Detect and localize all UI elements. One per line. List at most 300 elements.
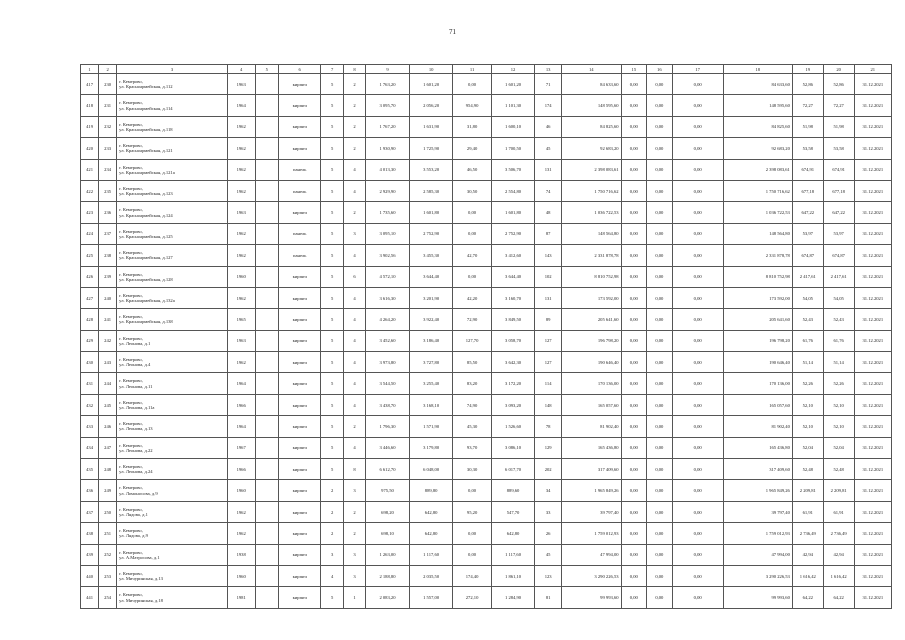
- cell-a3: 42,20: [453, 287, 491, 308]
- cell-a2: 1 571,90: [409, 416, 453, 437]
- cell-floors: 4: [321, 565, 343, 586]
- cell-floors: 5: [321, 416, 343, 437]
- cell-n: 429: [81, 330, 99, 351]
- cell-floors: 5: [321, 587, 343, 608]
- cell-s2: 0,00: [621, 416, 647, 437]
- address-cell: [117, 330, 228, 351]
- cell-u1: 674,91: [792, 159, 823, 180]
- cell-year: 1967: [227, 437, 255, 458]
- table-row: [81, 587, 892, 608]
- cell-s2: 0,00: [621, 523, 647, 544]
- cell-people: 46: [535, 116, 562, 137]
- cell-entr: 8: [343, 459, 365, 480]
- cell-s5: 99 993,60: [723, 587, 792, 608]
- address-city: г. Кемерово,: [119, 378, 143, 384]
- cell-year: 1962: [227, 138, 255, 159]
- cell-u1: 52,04: [792, 437, 823, 458]
- cell-a1: 3 438,70: [366, 394, 410, 415]
- column-header: 10: [409, 65, 453, 74]
- cell-s3: 0,00: [647, 352, 673, 373]
- address-street: ул. Красноармейская, д.125: [119, 233, 173, 239]
- cell-s1: 92 683,20: [561, 138, 621, 159]
- cell-date: 31.12.2021: [854, 352, 891, 373]
- cell-n: 437: [81, 501, 99, 522]
- cell-u2: 52,43: [823, 309, 854, 330]
- column-header: 6: [278, 65, 321, 74]
- address-city: г. Кемерово,: [119, 314, 143, 320]
- table-row: [81, 501, 892, 522]
- cell-u1: 2 417,61: [792, 266, 823, 287]
- cell-id: 249: [99, 480, 117, 501]
- cell-u2: 2 417,61: [823, 266, 854, 287]
- cell-u1: 52,10: [792, 394, 823, 415]
- cell-people: 33: [535, 501, 562, 522]
- cell-date: 31.12.2021: [854, 330, 891, 351]
- address-city: г. Кемерово,: [119, 250, 143, 256]
- address-cell: [117, 245, 228, 266]
- cell-u1: 52,10: [792, 416, 823, 437]
- cell-entr: 2: [343, 416, 365, 437]
- cell-year: 1962: [227, 501, 255, 522]
- address-city: г. Кемерово,: [119, 485, 143, 491]
- cell-people: 45: [535, 544, 562, 565]
- cell-n: 434: [81, 437, 99, 458]
- address-city: г. Кемерово,: [119, 292, 143, 298]
- column-header: 3: [117, 65, 228, 74]
- cell-date: 31.12.2021: [854, 373, 891, 394]
- cell-s4: 0,00: [672, 373, 723, 394]
- cell-n: 426: [81, 266, 99, 287]
- cell-u1: 53,58: [792, 138, 823, 159]
- address-street: ул. Красноармейская, д.138: [119, 319, 173, 325]
- cell-a4: 547,70: [491, 501, 535, 522]
- cell-s3: 0,00: [647, 373, 673, 394]
- cell-a3: 45,30: [453, 416, 491, 437]
- table-row: [81, 287, 892, 308]
- cell-a2: 3 179,80: [409, 437, 453, 458]
- cell-s3: 0,00: [647, 245, 673, 266]
- cell-s3: 0,00: [647, 287, 673, 308]
- cell-id: 247: [99, 437, 117, 458]
- cell-s4: 0,00: [672, 480, 723, 501]
- table-row: [81, 373, 892, 394]
- cell-floors: 5: [321, 437, 343, 458]
- cell-people: 114: [535, 373, 562, 394]
- cell-entr: 3: [343, 565, 365, 586]
- cell-floors: 5: [321, 459, 343, 480]
- cell-u1: 42,94: [792, 544, 823, 565]
- address-street: ул. Красноармейская, д.132а: [119, 298, 175, 304]
- address-cell: [117, 159, 228, 180]
- address-cell: [117, 202, 228, 223]
- address-cell: [117, 416, 228, 437]
- cell-c5: [255, 202, 278, 223]
- address-city: г. Кемерово,: [119, 570, 143, 576]
- cell-entr: 2: [343, 74, 365, 95]
- cell-a3: 72,90: [453, 309, 491, 330]
- cell-a2: 1 557,00: [409, 587, 453, 608]
- address-cell: [117, 180, 228, 201]
- cell-a4: 889,60: [491, 480, 535, 501]
- cell-entr: 4: [343, 437, 365, 458]
- cell-people: 89: [535, 309, 562, 330]
- cell-u2: 53,58: [823, 138, 854, 159]
- cell-a1: 1 735,60: [366, 202, 410, 223]
- cell-a2: 1 631,90: [409, 116, 453, 137]
- cell-a2: 642,80: [409, 501, 453, 522]
- cell-a4: 1 600,10: [491, 116, 535, 137]
- cell-entr: 2: [343, 138, 365, 159]
- table-row: [81, 74, 892, 95]
- cell-floors: 5: [321, 309, 343, 330]
- cell-c5: [255, 437, 278, 458]
- cell-s3: 0,00: [647, 459, 673, 480]
- cell-s2: 0,00: [621, 330, 647, 351]
- cell-a1: 1 796,30: [366, 416, 410, 437]
- cell-a1: 3 095,70: [366, 95, 410, 116]
- cell-s2: 0,00: [621, 352, 647, 373]
- address-city: г. Кемерово,: [119, 528, 143, 534]
- cell-floors: 5: [321, 373, 343, 394]
- cell-people: 127: [535, 330, 562, 351]
- cell-u2: 53,97: [823, 223, 854, 244]
- cell-entr: 2: [343, 501, 365, 522]
- address-street: ул. Красноармейская, д.114: [119, 105, 173, 111]
- column-header: 16: [647, 65, 673, 74]
- cell-a3: 31,80: [453, 116, 491, 137]
- cell-a3: 83,20: [453, 373, 491, 394]
- cell-year: 1960: [227, 480, 255, 501]
- cell-c5: [255, 523, 278, 544]
- cell-id: 239: [99, 266, 117, 287]
- cell-s3: 0,00: [647, 587, 673, 608]
- cell-s4: 0,00: [672, 245, 723, 266]
- cell-year: 1964: [227, 95, 255, 116]
- cell-s4: 0,00: [672, 138, 723, 159]
- cell-id: 251: [99, 523, 117, 544]
- cell-mat: панель: [278, 180, 321, 201]
- cell-u1: 52,43: [792, 309, 823, 330]
- cell-date: 31.12.2021: [854, 223, 891, 244]
- cell-n: 421: [81, 159, 99, 180]
- cell-a2: 2 752,90: [409, 223, 453, 244]
- cell-u1: 677,18: [792, 180, 823, 201]
- cell-u1: 61,76: [792, 330, 823, 351]
- address-cell: [117, 437, 228, 458]
- cell-people: 48: [535, 202, 562, 223]
- cell-a3: 46,50: [453, 159, 491, 180]
- cell-s1: 47 994,00: [561, 544, 621, 565]
- cell-floors: 5: [321, 223, 343, 244]
- cell-s1: 148 564,80: [561, 223, 621, 244]
- cell-s3: 0,00: [647, 180, 673, 201]
- cell-a4: 1 284,90: [491, 587, 535, 608]
- cell-id: 244: [99, 373, 117, 394]
- cell-id: 241: [99, 309, 117, 330]
- cell-a4: 1 601,20: [491, 74, 535, 95]
- address-street: ул. Мичуринская, д.13: [119, 576, 163, 582]
- cell-date: 31.12.2021: [854, 95, 891, 116]
- cell-u2: 52,86: [823, 74, 854, 95]
- cell-a2: 642,80: [409, 523, 453, 544]
- cell-s1: 1 036 722,53: [561, 202, 621, 223]
- column-header: 11: [453, 65, 491, 74]
- cell-a4: 6 017,70: [491, 459, 535, 480]
- cell-a4: 1 861,10: [491, 565, 535, 586]
- cell-u2: 52,26: [823, 373, 854, 394]
- cell-people: 129: [535, 437, 562, 458]
- address-street: ул. Красноармейская, д.118: [119, 126, 173, 132]
- cell-n: 430: [81, 352, 99, 373]
- cell-year: 1962: [227, 352, 255, 373]
- address-street: ул. Леонова, д.11а: [119, 405, 155, 411]
- cell-a4: 2 554,80: [491, 180, 535, 201]
- cell-a2: 2 585,30: [409, 180, 453, 201]
- cell-a1: 3 973,80: [366, 352, 410, 373]
- cell-id: 237: [99, 223, 117, 244]
- cell-s1: 8 810 752,98: [561, 266, 621, 287]
- cell-people: 127: [535, 352, 562, 373]
- cell-s5: 92 683,20: [723, 138, 792, 159]
- cell-a2: 1 725,90: [409, 138, 453, 159]
- cell-people: 78: [535, 416, 562, 437]
- column-header: 2: [99, 65, 117, 74]
- cell-a2: 3 644,40: [409, 266, 453, 287]
- address-street: ул. Леонова, д.11: [119, 383, 153, 389]
- cell-s5: 196 798,20: [723, 330, 792, 351]
- cell-s4: 0,00: [672, 394, 723, 415]
- cell-a2: 3 553,20: [409, 159, 453, 180]
- cell-a1: 2 929,90: [366, 180, 410, 201]
- table-row: [81, 480, 892, 501]
- cell-n: 438: [81, 523, 99, 544]
- cell-mat: кирпич: [278, 480, 321, 501]
- cell-s2: 0,00: [621, 245, 647, 266]
- cell-s3: 0,00: [647, 138, 673, 159]
- cell-mat: кирпич: [278, 116, 321, 137]
- address-cell: [117, 116, 228, 137]
- address-cell: [117, 459, 228, 480]
- table-row: [81, 437, 892, 458]
- cell-u1: 54,05: [792, 287, 823, 308]
- cell-id: 236: [99, 202, 117, 223]
- cell-n: 422: [81, 180, 99, 201]
- cell-s1: 148 595,60: [561, 95, 621, 116]
- cell-mat: кирпич: [278, 416, 321, 437]
- cell-a2: 3 168,10: [409, 394, 453, 415]
- cell-u1: 53,97: [792, 223, 823, 244]
- cell-id: 231: [99, 95, 117, 116]
- column-header: 4: [227, 65, 255, 74]
- cell-s5: 1 036 722,53: [723, 202, 792, 223]
- cell-s1: 2 398 083,61: [561, 159, 621, 180]
- table-row: [81, 352, 892, 373]
- cell-people: 174: [535, 95, 562, 116]
- cell-date: 31.12.2021: [854, 480, 891, 501]
- cell-s4: 0,00: [672, 544, 723, 565]
- cell-floors: 5: [321, 352, 343, 373]
- cell-n: 423: [81, 202, 99, 223]
- cell-a3: 0,00: [453, 202, 491, 223]
- cell-a1: 4 264,20: [366, 309, 410, 330]
- housing-registry-table: [80, 64, 892, 609]
- cell-s1: 165 436,80: [561, 437, 621, 458]
- cell-mat: кирпич: [278, 565, 321, 586]
- cell-date: 31.12.2021: [854, 309, 891, 330]
- cell-people: 81: [535, 587, 562, 608]
- cell-entr: 1: [343, 587, 365, 608]
- address-street: ул. Леонова, д.4: [119, 362, 151, 368]
- cell-u2: 674,87: [823, 245, 854, 266]
- cell-mat: кирпич: [278, 459, 321, 480]
- cell-s5: 84 633,60: [723, 74, 792, 95]
- address-city: г. Кемерово,: [119, 228, 143, 234]
- address-street: ул. Леонова, д.13: [119, 426, 153, 432]
- cell-s4: 0,00: [672, 180, 723, 201]
- cell-a3: 272,10: [453, 587, 491, 608]
- cell-s3: 0,00: [647, 95, 673, 116]
- address-street: ул. А.Матросова, д.1: [119, 554, 160, 560]
- cell-n: 417: [81, 74, 99, 95]
- cell-id: 233: [99, 138, 117, 159]
- cell-s2: 0,00: [621, 266, 647, 287]
- cell-a4: 1 601,80: [491, 202, 535, 223]
- cell-s1: 84 633,60: [561, 74, 621, 95]
- cell-a1: 3 902,56: [366, 245, 410, 266]
- cell-s1: 84 825,60: [561, 116, 621, 137]
- address-cell: [117, 352, 228, 373]
- address-street: ул. Леонова, д.22: [119, 447, 153, 453]
- cell-year: 1960: [227, 565, 255, 586]
- cell-floors: 5: [321, 330, 343, 351]
- cell-date: 31.12.2021: [854, 74, 891, 95]
- cell-s3: 0,00: [647, 480, 673, 501]
- cell-date: 31.12.2021: [854, 180, 891, 201]
- address-street: ул. Леонова, д.1: [119, 340, 151, 346]
- cell-s1: 1 759 012,93: [561, 523, 621, 544]
- cell-id: 248: [99, 459, 117, 480]
- cell-year: 1962: [227, 180, 255, 201]
- cell-date: 31.12.2021: [854, 394, 891, 415]
- cell-s3: 0,00: [647, 565, 673, 586]
- address-city: г. Кемерово,: [119, 464, 143, 470]
- cell-a2: 3 455,30: [409, 245, 453, 266]
- cell-n: 419: [81, 116, 99, 137]
- cell-entr: 4: [343, 287, 365, 308]
- cell-s1: 205 641,60: [561, 309, 621, 330]
- cell-s2: 0,00: [621, 480, 647, 501]
- cell-a1: 3 616,30: [366, 287, 410, 308]
- cell-c5: [255, 266, 278, 287]
- cell-c5: [255, 116, 278, 137]
- cell-u1: 51,98: [792, 116, 823, 137]
- cell-people: 74: [535, 180, 562, 201]
- cell-a3: 42,70: [453, 245, 491, 266]
- cell-mat: панель: [278, 159, 321, 180]
- cell-s3: 0,00: [647, 523, 673, 544]
- cell-floors: 5: [321, 287, 343, 308]
- cell-date: 31.12.2021: [854, 159, 891, 180]
- cell-u1: 647,22: [792, 202, 823, 223]
- cell-year: 1962: [227, 223, 255, 244]
- cell-c5: [255, 330, 278, 351]
- cell-id: 235: [99, 180, 117, 201]
- cell-entr: 2: [343, 116, 365, 137]
- cell-n: 431: [81, 373, 99, 394]
- cell-s2: 0,00: [621, 373, 647, 394]
- cell-u2: 52,04: [823, 437, 854, 458]
- cell-c5: [255, 309, 278, 330]
- cell-a3: 0,00: [453, 544, 491, 565]
- address-cell: [117, 501, 228, 522]
- cell-a1: 3 544,50: [366, 373, 410, 394]
- cell-mat: кирпич: [278, 309, 321, 330]
- table-row: [81, 416, 892, 437]
- cell-s5: 148 564,80: [723, 223, 792, 244]
- address-street: ул. Леонова, д.24: [119, 469, 153, 475]
- cell-s4: 0,00: [672, 330, 723, 351]
- address-cell: [117, 480, 228, 501]
- cell-s4: 0,00: [672, 587, 723, 608]
- cell-s1: 173 592,00: [561, 287, 621, 308]
- cell-entr: 6: [343, 266, 365, 287]
- address-street: ул. Красноармейская, д.123: [119, 191, 173, 197]
- cell-c5: [255, 159, 278, 180]
- cell-s4: 0,00: [672, 352, 723, 373]
- cell-s2: 0,00: [621, 180, 647, 201]
- cell-a1: 1 263,00: [366, 544, 410, 565]
- cell-date: 31.12.2021: [854, 565, 891, 586]
- cell-a3: 0,00: [453, 266, 491, 287]
- cell-c5: [255, 95, 278, 116]
- cell-a4: 3 172,20: [491, 373, 535, 394]
- cell-a1: 1 763,20: [366, 74, 410, 95]
- cell-u1: 51,14: [792, 352, 823, 373]
- cell-u2: 677,18: [823, 180, 854, 201]
- table-row: [81, 544, 892, 565]
- cell-s3: 0,00: [647, 159, 673, 180]
- address-city: г. Кемерово,: [119, 421, 143, 427]
- cell-a3: 95,20: [453, 501, 491, 522]
- cell-id: 243: [99, 352, 117, 373]
- table-row: [81, 202, 892, 223]
- cell-s5: 190 646,40: [723, 352, 792, 373]
- cell-s3: 0,00: [647, 394, 673, 415]
- cell-s4: 0,00: [672, 437, 723, 458]
- column-header: 12: [491, 65, 535, 74]
- cell-people: 102: [535, 266, 562, 287]
- cell-a1: 2 083,20: [366, 587, 410, 608]
- cell-a4: 3 644,40: [491, 266, 535, 287]
- cell-year: 1963: [227, 202, 255, 223]
- cell-a1: 6 612,70: [366, 459, 410, 480]
- address-cell: [117, 394, 228, 415]
- cell-year: 1963: [227, 330, 255, 351]
- cell-u2: 42,94: [823, 544, 854, 565]
- cell-entr: 4: [343, 394, 365, 415]
- cell-a2: 6 048,00: [409, 459, 453, 480]
- cell-s2: 0,00: [621, 437, 647, 458]
- cell-c5: [255, 394, 278, 415]
- cell-s2: 0,00: [621, 565, 647, 586]
- cell-u1: 52,86: [792, 74, 823, 95]
- cell-s2: 0,00: [621, 95, 647, 116]
- cell-date: 31.12.2021: [854, 245, 891, 266]
- cell-n: 420: [81, 138, 99, 159]
- cell-id: 254: [99, 587, 117, 608]
- cell-u2: 51,98: [823, 116, 854, 137]
- address-city: г. Кемерово,: [119, 357, 143, 363]
